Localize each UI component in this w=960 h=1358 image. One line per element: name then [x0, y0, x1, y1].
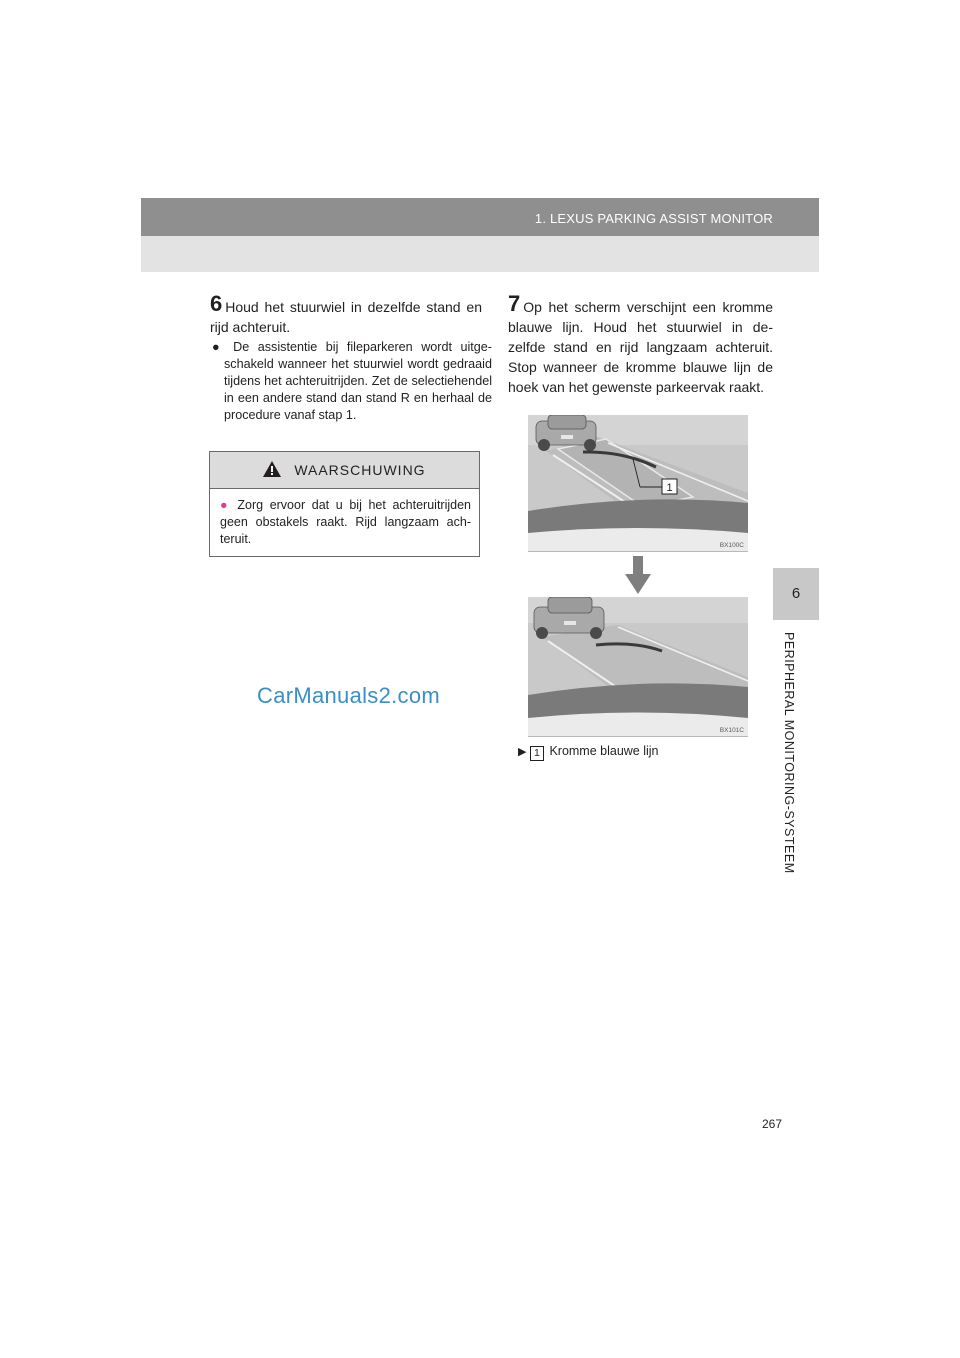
step-7: [508, 291, 773, 397]
warning-body: [210, 489, 479, 548]
triangle-right-icon: ▶: [518, 746, 527, 758]
header-sub-band: [141, 236, 819, 272]
step-6: [210, 291, 482, 337]
chapter-label: PERIPHERAL MONITORING-SYSTEEM: [782, 632, 796, 874]
warning-box: [209, 451, 480, 557]
warning-title: WAARSCHUWING: [294, 462, 426, 478]
header-band: [141, 198, 819, 236]
warning-header: [210, 452, 479, 489]
camera-view-image-2: [528, 597, 748, 737]
step-6-number: 6: [210, 291, 223, 316]
camera-scene-2: [528, 597, 748, 736]
watermark: CarManuals2.com: [257, 683, 441, 708]
camera-scene-1: [528, 415, 748, 551]
arrow-down-icon: [625, 556, 651, 594]
step-6-text: Houd het stuurwiel in dezelfde stand en rijd achteruit.: [210, 299, 482, 335]
note-bullet: [212, 339, 492, 424]
legend: [518, 744, 659, 761]
warning-triangle-icon: [263, 461, 281, 477]
page-number: 267: [762, 1117, 783, 1131]
legend-number: 1: [530, 746, 544, 761]
header-title: 1. LEXUS PARKING ASSIST MONITOR: [534, 211, 773, 226]
warning-text: Zorg ervoor dat u bij het achteruitrijden geen obstakels raakt. Rijd langzaam ach-teruit.: [220, 498, 471, 546]
figure-code-1: BX100C: [719, 542, 744, 549]
camera-view-image-1: [528, 415, 748, 552]
warning-bullet-icon: ●: [220, 498, 231, 512]
figure-code-2: BX101C: [719, 727, 744, 734]
figure-callout-1: 1: [666, 482, 673, 494]
note-text: De assistentie bij fileparkeren wordt uitge-schakeld wanneer het stuurwiel wordt gedraaid tijdens het achteruitrijden. Zet de selectiehendel in een andere stand dan stand R en herhaal de procedure vanaf stap 1.: [224, 340, 493, 422]
step-7-text: Op het scherm verschijnt een kromme blauwe lijn. Houd het stuurwiel in de-zelfde stand en rijd langzaam achteruit. Stop wanneer de kromme blauwe lijn de hoek van het gewenste parkeervak raakt.: [508, 299, 773, 395]
bullet-icon: ●: [212, 340, 225, 354]
legend-text: Kromme blauwe lijn: [549, 744, 659, 758]
chapter-tab: 6: [773, 568, 819, 620]
step-7-number: 7: [508, 291, 521, 316]
